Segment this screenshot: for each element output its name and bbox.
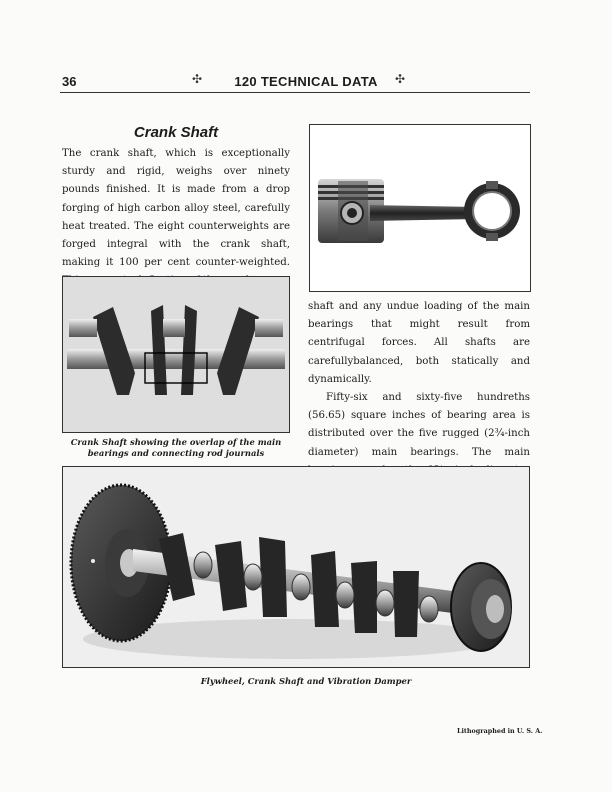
header-rule	[60, 92, 530, 93]
figure-flywheel-crankshaft-damper	[62, 466, 530, 668]
crank-shaft-caption: Crank Shaft showing the overlap of the main bearings and connecting rod journals	[70, 437, 282, 458]
paragraph-bearing-area: Fifty-six and sixty-five hundreths (56.65) square inches of bearing area is distributed over the five rugged (2¾-inch diameter) main bearings. The main	[308, 392, 530, 458]
figure-piston-connecting-rod	[309, 124, 531, 292]
lithograph-note: Lithographed in U. S. A.	[457, 727, 543, 735]
piston-rod-illustration	[310, 125, 530, 291]
figure-crank-shaft-overlap	[62, 276, 290, 433]
crank-shaft-illustration	[63, 277, 289, 432]
paragraph-balancing: shaft and any undue loading of the main bearings that might result from centrifugal forces. All shafts are carefullybalanced, both statically and dynamically.	[308, 301, 530, 385]
page-number: 36	[62, 74, 77, 89]
body-column-left: The crank shaft, which is exceptionally sturdy and rigid, weighs over ninety pounds finished. It is made from a drop forging of high carbon alloy steel, carefully heat treated. The eight counterweights are forged integral with the crank shaft, making it 100 per cent counter-weighted.	[62, 148, 290, 269]
running-header-title: 120 TECHNICAL DATA	[234, 74, 378, 89]
ornament-left-icon: ✣	[192, 72, 203, 86]
ornament-right-icon: ✣	[395, 72, 406, 86]
flywheel-assembly-illustration	[63, 467, 529, 667]
flywheel-caption: Flywheel, Crank Shaft and Vibration Damper	[200, 676, 412, 686]
section-title: Crank Shaft	[133, 124, 219, 141]
